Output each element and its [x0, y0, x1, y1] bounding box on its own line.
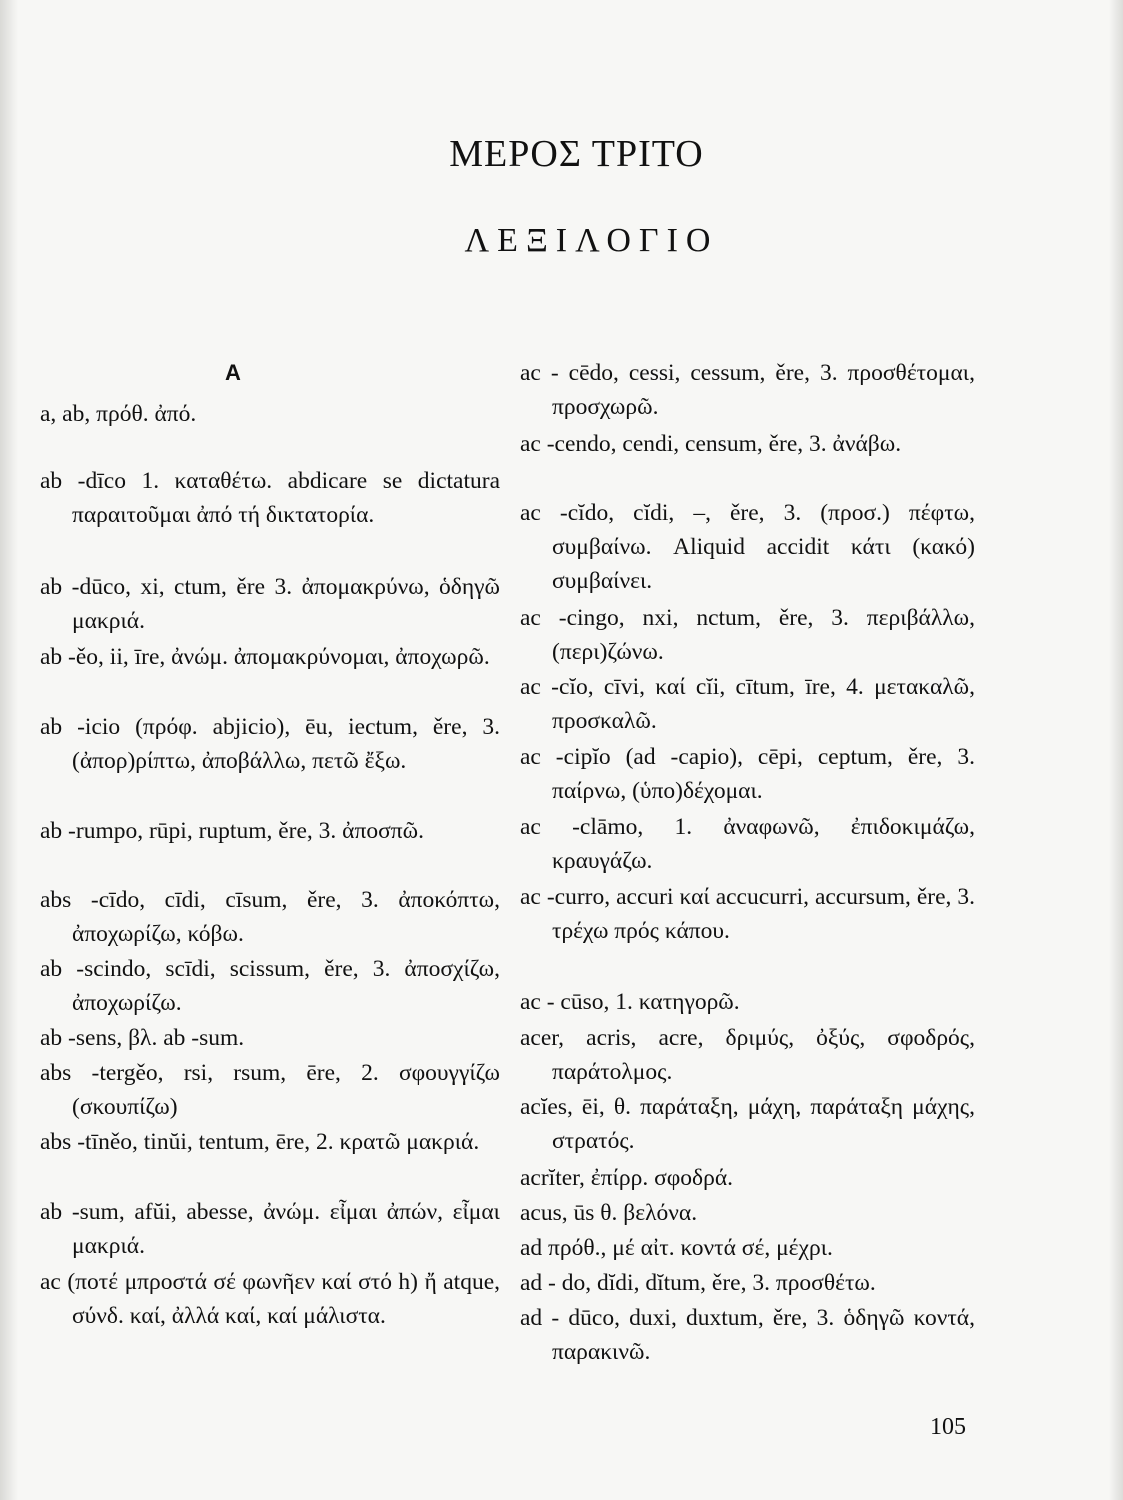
dictionary-entry: ab -scindo, scīdi, scissum, ěre, 3. ἀποσχίζω, ἀποχωρίζω.: [40, 956, 500, 1016]
dictionary-entry: ab -sum, afŭi, abesse, ἀνώμ. εἶμαι ἀπών, εἶμαι μακριά.: [40, 1199, 500, 1259]
dictionary-entry: abs -cīdo, cīdi, cīsum, ěre, 3. ἀποκόπτω, ἀποχωρίζω, κόβω.: [40, 887, 500, 947]
dictionary-entry: abs -tergěo, rsi, rsum, ēre, 2. σφουγγίζω (σκουπίζω): [40, 1060, 500, 1120]
dictionary-entry: ac -clāmo, 1. ἀναφωνῶ, ἐπιδοκιμάζω, κραυγάζω.: [520, 814, 975, 874]
dictionary-entry: ac -cendo, cendi, censum, ěre, 3. ἀνάβω.: [520, 431, 902, 457]
part-title: ΜΕΡΟΣ ΤΡΙΤΟ: [449, 133, 704, 175]
dictionary-entry: a, ab, πρόθ. ἀπό.: [40, 401, 197, 427]
dictionary-entry: ab -sens, βλ. ab -sum.: [40, 1025, 245, 1051]
dictionary-entry: acĭes, ēi, θ. παράταξη, μάχη, παράταξη μάχης, στρατός.: [520, 1094, 975, 1154]
dictionary-entry: ab -rumpo, rūpi, ruptum, ěre, 3. ἀποσπῶ.: [40, 818, 424, 844]
dictionary-entry: acrĭter, ἐπίρρ. σφοδρά.: [520, 1165, 734, 1191]
dictionary-entry: ac -curro, accuri καί accucurri, accursum, ěre, 3. τρέχω πρός κάπου.: [520, 884, 975, 944]
dictionary-entry: ab -dīco 1. καταθέτω. abdicare se dictatura παραιτοῦμαι ἀπό τή δικτατορία.: [40, 468, 500, 528]
letter-heading: Α: [225, 360, 241, 385]
dictionary-entry: ac - cēdo, cessi, cessum, ěre, 3. προσθέτομαι, προσχωρῶ.: [520, 360, 975, 420]
dictionary-entry: ad - do, dĭdi, dĭtum, ěre, 3. προσθέτω.: [520, 1270, 876, 1296]
dictionary-entry: ac -cĭo, cīvi, καί cĭi, cītum, īre, 4. μετακαλῶ, προσκαλῶ.: [520, 674, 975, 734]
dictionary-entry: ad πρόθ., μέ αἰτ. κοντά σέ, μέχρι.: [520, 1235, 833, 1261]
dictionary-entry: acus, ūs θ. βελόνα.: [520, 1200, 698, 1226]
dictionary-entry: ac -cĭdo, cĭdi, –, ěre, 3. (προσ.) πέφτω, συμβαίνω. Aliquid accidit κάτι (κακό) συμβαίνει.: [520, 500, 975, 594]
section-title: ΛΕΞΙΛΟΓΙΟ: [464, 222, 719, 259]
dictionary-entry: ac -cingo, nxi, nctum, ěre, 3. περιβάλλω, (περι)ζώνω.: [520, 605, 975, 665]
dictionary-entry: ad - dūco, duxi, duxtum, ěre, 3. ὁδηγῶ κοντά, παρακινῶ.: [520, 1305, 975, 1365]
dictionary-entry: acer, acris, acre, δριμύς, ὀξύς, σφοδρός, παράτολμος.: [520, 1025, 975, 1085]
dictionary-entry: ab -dūco, xi, ctum, ěre 3. ἀπομακρύνω, ὁδηγῶ μακριά.: [40, 574, 500, 634]
dictionary-entry: ac (ποτέ μπροστά σέ φωνῆεν καί στό h) ἤ atque, σύνδ. καί, ἀλλά καί, καί μάλιστα.: [40, 1269, 500, 1329]
dictionary-entry: ac -cipĭo (ad -capio), cēpi, ceptum, ěre, 3. παίρνω, (ὑπο)δέχομαι.: [520, 744, 975, 804]
dictionary-entry: ab -icio (πρόφ. abjicio), ēu, iectum, ěre, 3. (ἀπορ)ρίπτω, ἀποβάλλω, πετῶ ἔξω.: [40, 714, 500, 774]
dictionary-entry: ac - cūso, 1. κατηγορῶ.: [520, 989, 740, 1015]
page-number: 105: [930, 1414, 966, 1440]
dictionary-entry: ab -ěo, ii, īre, ἀνώμ. ἀπομακρύνομαι, ἀποχωρῶ.: [40, 644, 490, 670]
dictionary-entry: abs -tīněo, tinŭi, tentum, ēre, 2. κρατῶ μακριά.: [40, 1129, 480, 1155]
